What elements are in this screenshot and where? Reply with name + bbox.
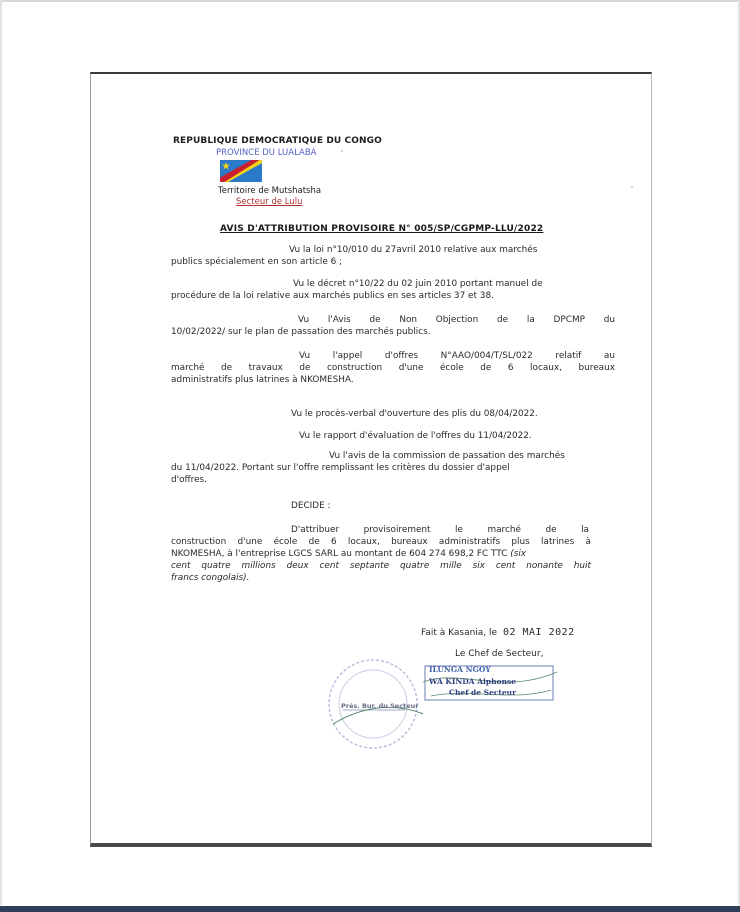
paragraph-loi-cont <box>171 256 615 268</box>
text-line: construction d'une école de 6 locaux, bureaux administratifs plus latrines à <box>171 537 591 547</box>
signatory-role: Le Chef de Secteur, <box>455 649 544 659</box>
scan-speck <box>341 150 343 152</box>
decision-paragraph <box>291 524 589 536</box>
text-line: Vu l'appel d'offres N°AAO/004/T/SL/022 relatif au <box>299 351 615 361</box>
paragraph-pv-ouverture <box>291 408 615 420</box>
scanned-document-page <box>90 72 652 847</box>
document-title: AVIS D'ATTRIBUTION PROVISOIRE N° 005/SP/CGPMP-LLU/2022 <box>220 224 544 234</box>
text-line: cent quatre millions deux cent septante quatre mille six cent nonante huit <box>171 561 591 571</box>
text-line: publics spécialement en son article 6 ; <box>171 257 343 267</box>
paragraph-loi <box>289 244 615 256</box>
province-heading: PROVINCE DU LUALABA <box>216 148 317 158</box>
text-line: Vu le rapport d'évaluation de l'offres du 11/04/2022. <box>299 431 532 441</box>
viewer-left-border <box>0 0 2 905</box>
name-stamp-box <box>421 662 559 702</box>
paragraph-appel-offres-end <box>171 374 615 386</box>
decide-heading <box>291 500 391 512</box>
place-date-line <box>421 627 575 638</box>
text-line: Vu le procès-verbal d'ouverture des plis du 08/04/2022. <box>291 409 538 419</box>
date-stamp: 02 MAI 2022 <box>502 627 575 638</box>
viewer-top-border <box>0 0 740 2</box>
drc-flag-icon <box>220 160 262 182</box>
decision-amount-words-start: (six <box>507 549 527 559</box>
text-line: procédure de la loi relative aux marchés publics en ses articles 37 et 38. <box>171 291 494 301</box>
text-line: francs congolais). <box>171 573 250 583</box>
text-line: administratifs plus latrines à NKOMESHA. <box>171 375 354 385</box>
text-line: Vu l'Avis de Non Objection de la DPCMP du <box>298 315 615 325</box>
text-line: D'attribuer provisoirement le marché de la <box>291 525 589 535</box>
stamp-name-line-1: ILUNGA NGOY <box>429 665 491 674</box>
paragraph-appel-offres-cont <box>171 362 615 374</box>
paragraph-decret-cont <box>171 290 615 302</box>
place-date-prefix: Fait à Kasania, le <box>421 628 498 638</box>
paragraph-commission <box>329 450 615 462</box>
country-heading: REPUBLIQUE DEMOCRATIQUE DU CONGO <box>173 136 382 146</box>
text-line: Vu le décret n°10/22 du 02 juin 2010 portant manuel de <box>293 279 543 289</box>
paragraph-decret <box>293 278 615 290</box>
text-line <box>171 548 591 560</box>
decision-amount-text: NKOMESHA, à l'entreprise LGCS SARL au montant de 604 274 698,2 FC TTC <box>171 549 508 559</box>
scan-speck <box>631 186 633 188</box>
stamp-name-line-2: WA KINDA Alphonse <box>429 677 517 686</box>
paragraph-avis-dpcmp-cont <box>171 326 615 338</box>
stamp-title-line: Chef de Secteur <box>449 688 517 697</box>
text-line: du 11/04/2022. Portant sur l'offre remplissant les critères du dossier d'appel <box>171 463 510 473</box>
text-line: DECIDE : <box>291 501 331 511</box>
paragraph-avis-dpcmp <box>298 314 615 326</box>
paragraph-commission-cont <box>171 462 615 486</box>
viewer-bottom-bar <box>0 906 740 912</box>
text-line: d'offres. <box>171 475 207 485</box>
text-line: Vu l'avis de la commission de passation des marchés <box>329 451 565 461</box>
decision-paragraph-cont <box>171 536 591 584</box>
text-line: Vu la loi n°10/010 du 27avril 2010 relative aux marchés <box>289 245 538 255</box>
paragraph-appel-offres <box>299 350 615 362</box>
territory-label: Territoire de Mutshatsha <box>218 186 322 196</box>
seal-text: Prés. Bur. du Secteur <box>341 702 419 710</box>
text-line: 10/02/2022/ sur le plan de passation des marchés publics. <box>171 327 431 337</box>
sector-label: Secteur de Lulu <box>236 197 303 207</box>
paragraph-rapport-evaluation <box>299 430 615 442</box>
text-line: marché de travaux de construction d'une école de 6 locaux, bureaux <box>171 363 615 373</box>
